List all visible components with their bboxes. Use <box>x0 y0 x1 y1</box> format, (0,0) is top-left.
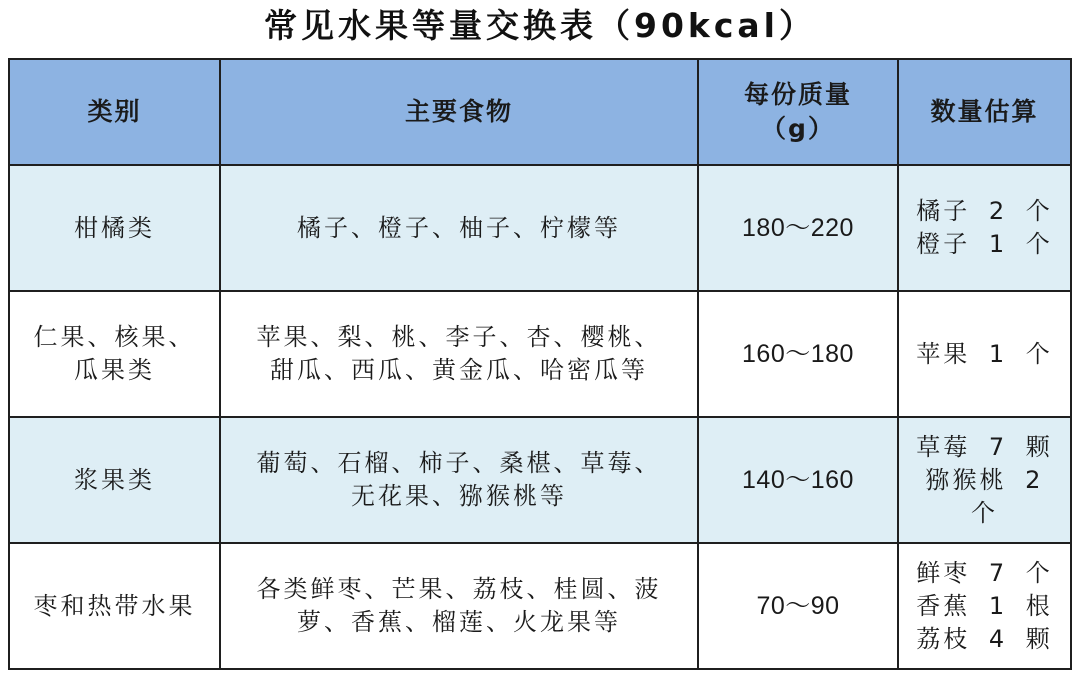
header-category: 类别 <box>9 59 220 165</box>
foods-line: 各类鲜枣、芒果、荔枝、桂圆、菠 <box>256 575 662 603</box>
category-line: 枣和热带水果 <box>33 591 196 620</box>
foods-line: 无花果、猕猴桃等 <box>351 482 567 510</box>
category-line: 浆果类 <box>74 465 155 494</box>
count-line: 橘子 2 个 <box>916 197 1053 225</box>
fruit-exchange-table <box>8 58 1072 670</box>
header-foods: 主要食物 <box>220 59 698 165</box>
foods-cell <box>220 291 698 417</box>
category-line: 仁果、核果、 <box>33 323 196 351</box>
count-cell <box>898 543 1071 669</box>
header-weight-line1: 每份质量 <box>743 80 852 109</box>
foods-line: 苹果、梨、桃、李子、杏、樱桃、 <box>256 323 662 351</box>
table-row <box>9 291 1071 417</box>
category-cell <box>9 417 220 543</box>
count-line: 草莓 7 颗 <box>916 432 1053 461</box>
table-row <box>9 417 1071 543</box>
category-line: 柑橘类 <box>74 213 155 242</box>
count-cell <box>898 291 1071 417</box>
foods-cell <box>220 165 698 291</box>
foods-cell <box>220 417 698 543</box>
count-line: 香蕉 1 根 <box>916 591 1053 620</box>
foods-line: 葡萄、石榴、柿子、桑椹、草莓、 <box>256 449 662 477</box>
count-line: 猕猴桃 2 个 <box>925 465 1044 527</box>
table-header-row <box>9 59 1071 165</box>
foods-line: 橘子、橙子、柚子、柠檬等 <box>297 213 621 242</box>
weight-cell: 160～180 <box>698 291 898 417</box>
count-line: 鲜枣 7 个 <box>916 558 1053 587</box>
weight-cell: 140～160 <box>698 417 898 543</box>
foods-line: 萝、香蕉、榴莲、火龙果等 <box>297 608 621 636</box>
weight-cell: 180～220 <box>698 165 898 291</box>
weight-cell: 70～90 <box>698 543 898 669</box>
table-row <box>9 543 1071 669</box>
category-line: 瓜果类 <box>74 356 155 384</box>
count-line: 橙子 1 个 <box>916 230 1053 258</box>
category-cell <box>9 291 220 417</box>
header-count: 数量估算 <box>898 59 1071 165</box>
header-weight-line2: （g） <box>761 114 835 143</box>
header-weight <box>698 59 898 165</box>
table-row <box>9 165 1071 291</box>
page-title: 常见水果等量交换表（90kcal） <box>263 6 816 45</box>
category-cell <box>9 543 220 669</box>
category-cell <box>9 165 220 291</box>
count-cell <box>898 165 1071 291</box>
count-line: 荔枝 4 颗 <box>916 624 1053 653</box>
count-cell <box>898 417 1071 543</box>
foods-line: 甜瓜、西瓜、黄金瓜、哈密瓜等 <box>270 356 648 384</box>
foods-cell <box>220 543 698 669</box>
count-line: 苹果 1 个 <box>916 339 1053 368</box>
